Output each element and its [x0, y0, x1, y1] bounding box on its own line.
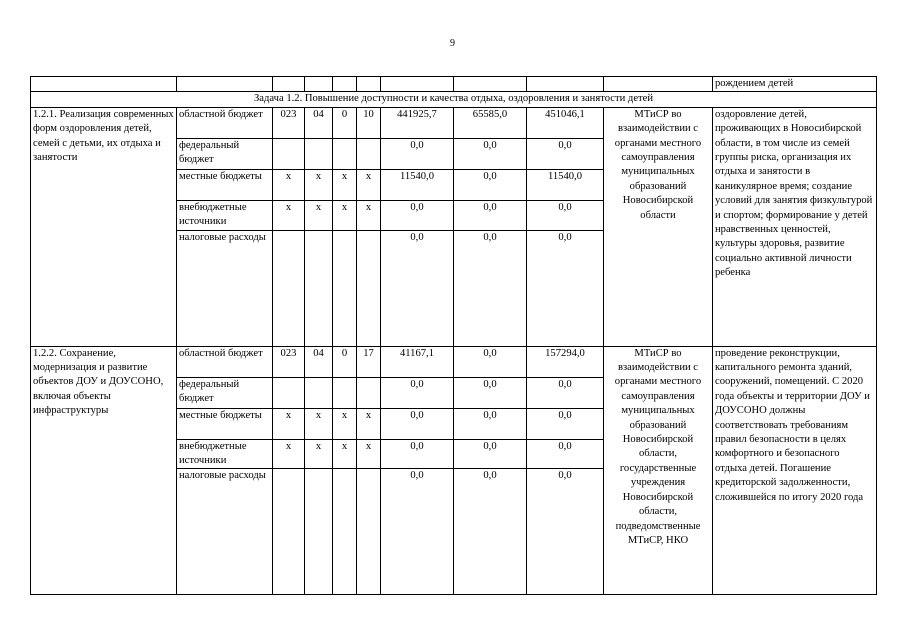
cs-code — [357, 377, 381, 408]
rz-code — [305, 469, 333, 595]
rz-code: х — [305, 439, 333, 469]
source-cell: областной бюджет — [177, 107, 273, 138]
grbs-code — [273, 138, 305, 169]
cs-code — [357, 138, 381, 169]
pr-code: х — [333, 439, 357, 469]
top-continuation-row — [31, 77, 877, 92]
value-cell: 0,0 — [527, 230, 604, 346]
source-cell: местные бюджеты — [177, 169, 273, 200]
cs-code: х — [357, 200, 381, 230]
rz-code — [305, 230, 333, 346]
rz-code: х — [305, 169, 333, 200]
continued-result-text: рождением детей — [713, 77, 877, 92]
value-cell: 0,0 — [454, 439, 527, 469]
value-cell: 0,0 — [454, 230, 527, 346]
value-cell: 0,0 — [381, 200, 454, 230]
grbs-code: х — [273, 408, 305, 439]
pr-code — [333, 230, 357, 346]
value-cell: 0,0 — [527, 439, 604, 469]
pr-code: х — [333, 169, 357, 200]
value-cell: 0,0 — [454, 138, 527, 169]
expected-result: оздоровление детей, проживающих в Новосибирской области, в том числе из семей группы риска, организация их отдыха и занятости в каникулярное время; создание условий для занятия физкультурой и спортом; формирование у детей нравственных ценностей, культуры здоровья, развитие социально активной личности ребенка — [713, 107, 877, 346]
pr-code: х — [333, 408, 357, 439]
value-cell: 0,0 — [527, 408, 604, 439]
source-cell: федеральный бюджет — [177, 377, 273, 408]
pr-code: х — [333, 200, 357, 230]
executor: МТиСР во взаимодействии с органами местного самоуправления муниципальных образований Новосибирской области — [604, 107, 713, 346]
source-cell: налоговые расходы — [177, 230, 273, 346]
grbs-code — [273, 230, 305, 346]
value-cell: 0,0 — [454, 200, 527, 230]
grbs-code — [273, 469, 305, 595]
source-cell: федеральный бюджет — [177, 138, 273, 169]
grbs-code: х — [273, 169, 305, 200]
value-cell: 0,0 — [454, 169, 527, 200]
value-cell: 441925,7 — [381, 107, 454, 138]
pr-code — [333, 377, 357, 408]
cs-code: х — [357, 408, 381, 439]
source-cell: местные бюджеты — [177, 408, 273, 439]
activity-name: 1.2.2. Сохранение, модернизация и развитие объектов ДОУ и ДОУСОНО, включая объекты инфраструктуры — [31, 346, 177, 595]
value-cell: 0,0 — [381, 377, 454, 408]
value-cell: 0,0 — [381, 138, 454, 169]
pr-code: 0 — [333, 107, 357, 138]
activity-name: 1.2.1. Реализация современных форм оздоровления детей, семей с детьми, их отдыха и занятости — [31, 107, 177, 346]
source-cell: внебюджетные источники — [177, 200, 273, 230]
value-cell: 11540,0 — [527, 169, 604, 200]
value-cell: 0,0 — [527, 138, 604, 169]
source-cell: налоговые расходы — [177, 469, 273, 595]
rz-code — [305, 377, 333, 408]
source-cell: внебюджетные источники — [177, 439, 273, 469]
cs-code: х — [357, 169, 381, 200]
value-cell: 0,0 — [454, 408, 527, 439]
cs-code: 10 — [357, 107, 381, 138]
expected-result: проведение реконструкции, капитального ремонта зданий, сооружений, помещений. С 2020 года объекты и территории ДОУ и ДОУСОНО должны соответствовать требованиям правил безопасности в целях комфортного и безопасного отдыха детей. Погашение кредиторской задолженности, сложившейся по итогу 2020 года — [713, 346, 877, 595]
value-cell: 0,0 — [454, 469, 527, 595]
grbs-code: 023 — [273, 107, 305, 138]
cs-code — [357, 469, 381, 595]
task-header-row — [31, 92, 877, 107]
page-number: 9 — [450, 38, 455, 49]
pr-code: 0 — [333, 346, 357, 377]
value-cell: 0,0 — [381, 439, 454, 469]
rz-code — [305, 138, 333, 169]
value-cell: 41167,1 — [381, 346, 454, 377]
grbs-code: х — [273, 200, 305, 230]
cs-code: 17 — [357, 346, 381, 377]
funding-row — [31, 107, 877, 138]
cs-code — [357, 230, 381, 346]
value-cell: 65585,0 — [454, 107, 527, 138]
rz-code: 04 — [305, 346, 333, 377]
rz-code: 04 — [305, 107, 333, 138]
grbs-code: 023 — [273, 346, 305, 377]
value-cell: 157294,0 — [527, 346, 604, 377]
rz-code: х — [305, 200, 333, 230]
value-cell: 0,0 — [381, 469, 454, 595]
program-table — [30, 76, 877, 595]
value-cell: 0,0 — [381, 408, 454, 439]
task-header: Задача 1.2. Повышение доступности и качества отдыха, оздоровления и занятости детей — [31, 92, 877, 107]
value-cell: 0,0 — [381, 230, 454, 346]
cs-code: х — [357, 439, 381, 469]
source-cell: областной бюджет — [177, 346, 273, 377]
value-cell: 11540,0 — [381, 169, 454, 200]
value-cell: 0,0 — [527, 200, 604, 230]
value-cell: 0,0 — [454, 346, 527, 377]
rz-code: х — [305, 408, 333, 439]
pr-code — [333, 138, 357, 169]
value-cell: 0,0 — [527, 377, 604, 408]
value-cell: 0,0 — [527, 469, 604, 595]
executor: МТиСР во взаимодействии с органами местного самоуправления муниципальных образований Новосибирской области, государственные учреждения Новосибирской области, подведомственные МТиСР, НКО — [604, 346, 713, 595]
grbs-code — [273, 377, 305, 408]
grbs-code: х — [273, 439, 305, 469]
value-cell: 451046,1 — [527, 107, 604, 138]
value-cell: 0,0 — [454, 377, 527, 408]
pr-code — [333, 469, 357, 595]
funding-row — [31, 346, 877, 377]
